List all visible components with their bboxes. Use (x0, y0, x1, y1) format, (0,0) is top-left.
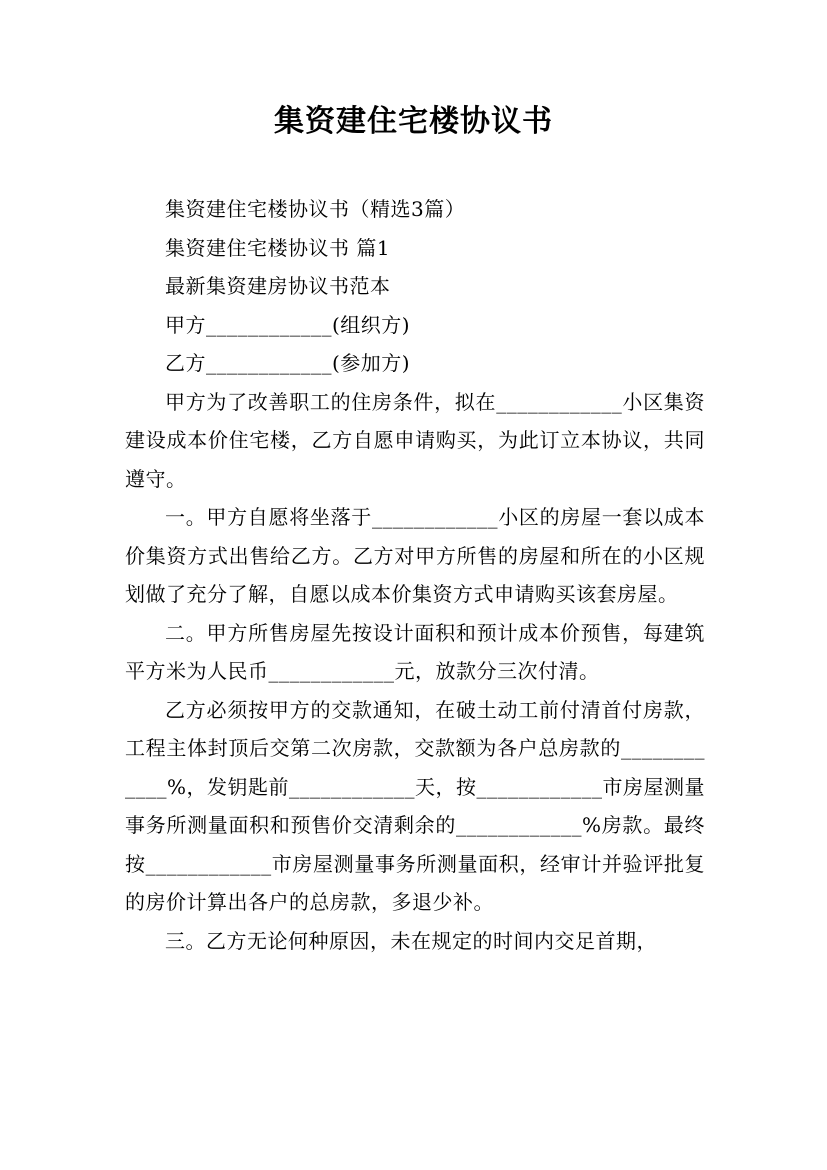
paragraph-clause-2: 二。甲方所售房屋先按设计面积和预计成本价预售，每建筑平方米为人民币____________元，放款分三次付清。 (125, 620, 705, 683)
document-title: 集资建住宅楼协议书 (274, 104, 553, 139)
paragraph-party-b: 乙方____________(参加方) (165, 351, 411, 375)
paragraph-party-a: 甲方____________(组织方) (165, 312, 411, 337)
paragraph-preamble: 甲方为了改善职工的住房条件，拟在____________小区集资建设成本价住宅楼，乙方自愿申请购买，为此订立本协议，共同遵守。 (125, 389, 705, 491)
paragraph-section-heading: 集资建住宅楼协议书 篇1 (165, 235, 391, 260)
paragraph-template-heading: 最新集资建房协议书范本 (165, 274, 391, 298)
document-body (125, 190, 705, 960)
paragraph-clause-1: 一。甲方自愿将坐落于____________小区的房屋一套以成本价集资方式出售给乙方。乙方对甲方所售的房屋和所在的小区规划做了充分了解，自愿以成本价集资方式申请购买该套房屋。 (125, 505, 705, 606)
paragraph-subtitle: 集资建住宅楼协议书（精选3篇） (165, 197, 466, 221)
paragraph-payment-terms: 乙方必须按甲方的交款通知，在破土动工前付清首付房款，工程主体封顶后交第二次房款，交款额为各户总房款的____________%，发钥匙前____________天，按____________市房屋测量事务所测量面积和预售价交清剩余的____________%房款。最终按____________市房屋测量事务所测量面积，经审计并验评批复的房价计算出各户的总房款，多退少补。 (125, 697, 706, 914)
paragraph-clause-3: 三。乙方无论何种原因，未在规定的时间内交足首期， (165, 928, 657, 953)
